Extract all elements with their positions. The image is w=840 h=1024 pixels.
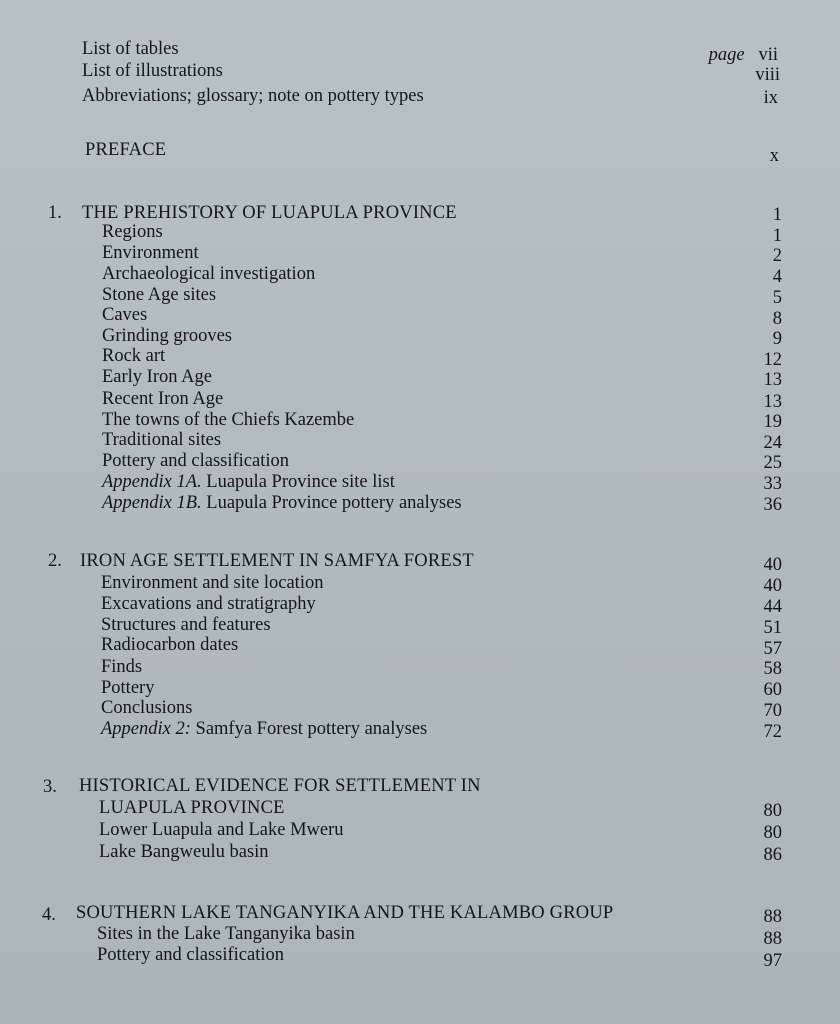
section-page: 58 — [763, 659, 782, 679]
appendix-label: Appendix 1B. — [102, 493, 202, 513]
page-number: vii — [758, 45, 778, 65]
appendix-label: Appendix 2: — [101, 719, 191, 739]
section-title: Traditional sites — [102, 430, 222, 450]
chapter-title-line1: HISTORICAL EVIDENCE FOR SETTLEMENT IN — [79, 776, 481, 796]
chapter-number: 1. — [48, 203, 62, 223]
toc-entry-page — [709, 45, 778, 66]
section-page: 33 — [763, 474, 782, 494]
toc-entry-page: viii — [755, 65, 780, 85]
chapter-title: IRON AGE SETTLEMENT IN SAMFYA FOREST — [80, 551, 474, 571]
preface-title: PREFACE — [85, 140, 167, 160]
section-page: 44 — [763, 597, 782, 617]
appendix-entry — [101, 719, 427, 740]
appendix-title: Luapula Province pottery analyses — [201, 493, 462, 513]
section-page: 36 — [763, 495, 782, 515]
section-page: 57 — [763, 639, 782, 659]
section-title: Conclusions — [101, 698, 193, 718]
chapter-number: 3. — [43, 777, 57, 797]
preface-page: x — [769, 146, 779, 166]
section-page: 80 — [763, 823, 782, 843]
section-title: The towns of the Chiefs Kazembe — [102, 410, 355, 430]
section-title: Lower Luapula and Lake Mweru — [99, 820, 344, 840]
section-page: 60 — [763, 680, 782, 700]
chapter-title: SOUTHERN LAKE TANGANYIKA AND THE KALAMBO GROUP — [76, 903, 614, 923]
chapter-number: 4. — [42, 905, 56, 925]
section-title: Grinding grooves — [102, 326, 232, 346]
section-page: 1 — [772, 226, 782, 246]
section-title: Sites in the Lake Tanganyika basin — [97, 924, 355, 944]
section-title: Caves — [102, 305, 148, 325]
section-title: Regions — [102, 222, 163, 242]
section-title: Finds — [101, 657, 143, 677]
section-page: 12 — [763, 350, 782, 370]
chapter-page: 40 — [763, 555, 782, 575]
section-title: Environment and site location — [101, 573, 324, 593]
section-page: 9 — [772, 329, 782, 349]
section-page: 86 — [763, 845, 782, 865]
section-page: 24 — [763, 433, 782, 453]
section-page: 70 — [763, 701, 782, 721]
appendix-entry — [102, 472, 395, 493]
section-page: 8 — [772, 309, 782, 329]
section-title: Environment — [102, 243, 199, 263]
section-page: 72 — [763, 722, 782, 742]
chapter-number: 2. — [48, 551, 62, 571]
section-page: 13 — [763, 370, 782, 390]
chapter-page: 1 — [772, 205, 782, 225]
section-page: 88 — [763, 929, 782, 949]
section-title: Archaeological investigation — [102, 264, 316, 284]
section-title: Early Iron Age — [102, 367, 212, 387]
appendix-entry — [102, 493, 462, 514]
toc-entry-title: Abbreviations; glossary; note on pottery types — [82, 86, 424, 106]
page-word: page — [708, 45, 745, 65]
section-page: 51 — [763, 618, 782, 638]
section-page: 13 — [763, 392, 782, 412]
section-title: Pottery and classification — [102, 451, 290, 471]
chapter-page: 88 — [763, 907, 782, 927]
section-title: Lake Bangweulu basin — [99, 842, 269, 862]
section-page: 19 — [763, 412, 782, 432]
section-page: 5 — [772, 288, 782, 308]
section-page: 4 — [772, 267, 782, 287]
appendix-title: Samfya Forest pottery analyses — [190, 719, 428, 739]
chapter-title: THE PREHISTORY OF LUAPULA PROVINCE — [82, 203, 457, 223]
toc-entry-title: List of tables — [82, 39, 179, 59]
section-page: 2 — [772, 246, 782, 266]
section-title: Structures and features — [101, 615, 271, 635]
chapter-page: 80 — [763, 801, 782, 821]
section-title: Radiocarbon dates — [101, 635, 239, 655]
section-title: Excavations and stratigraphy — [101, 594, 316, 614]
section-title: Rock art — [102, 346, 166, 366]
chapter-title-line2: LUAPULA PROVINCE — [99, 798, 285, 818]
section-title: Pottery and classification — [97, 945, 285, 965]
toc-entry-title: List of illustrations — [82, 61, 223, 81]
section-title: Recent Iron Age — [102, 389, 224, 409]
section-page: 25 — [763, 453, 782, 473]
toc-entry-page: ix — [763, 88, 778, 108]
section-page: 40 — [763, 576, 782, 596]
appendix-title: Luapula Province site list — [201, 472, 395, 492]
appendix-label: Appendix 1A. — [102, 472, 202, 492]
section-title: Pottery — [101, 678, 155, 698]
section-page: 97 — [763, 951, 782, 971]
section-title: Stone Age sites — [102, 285, 217, 305]
